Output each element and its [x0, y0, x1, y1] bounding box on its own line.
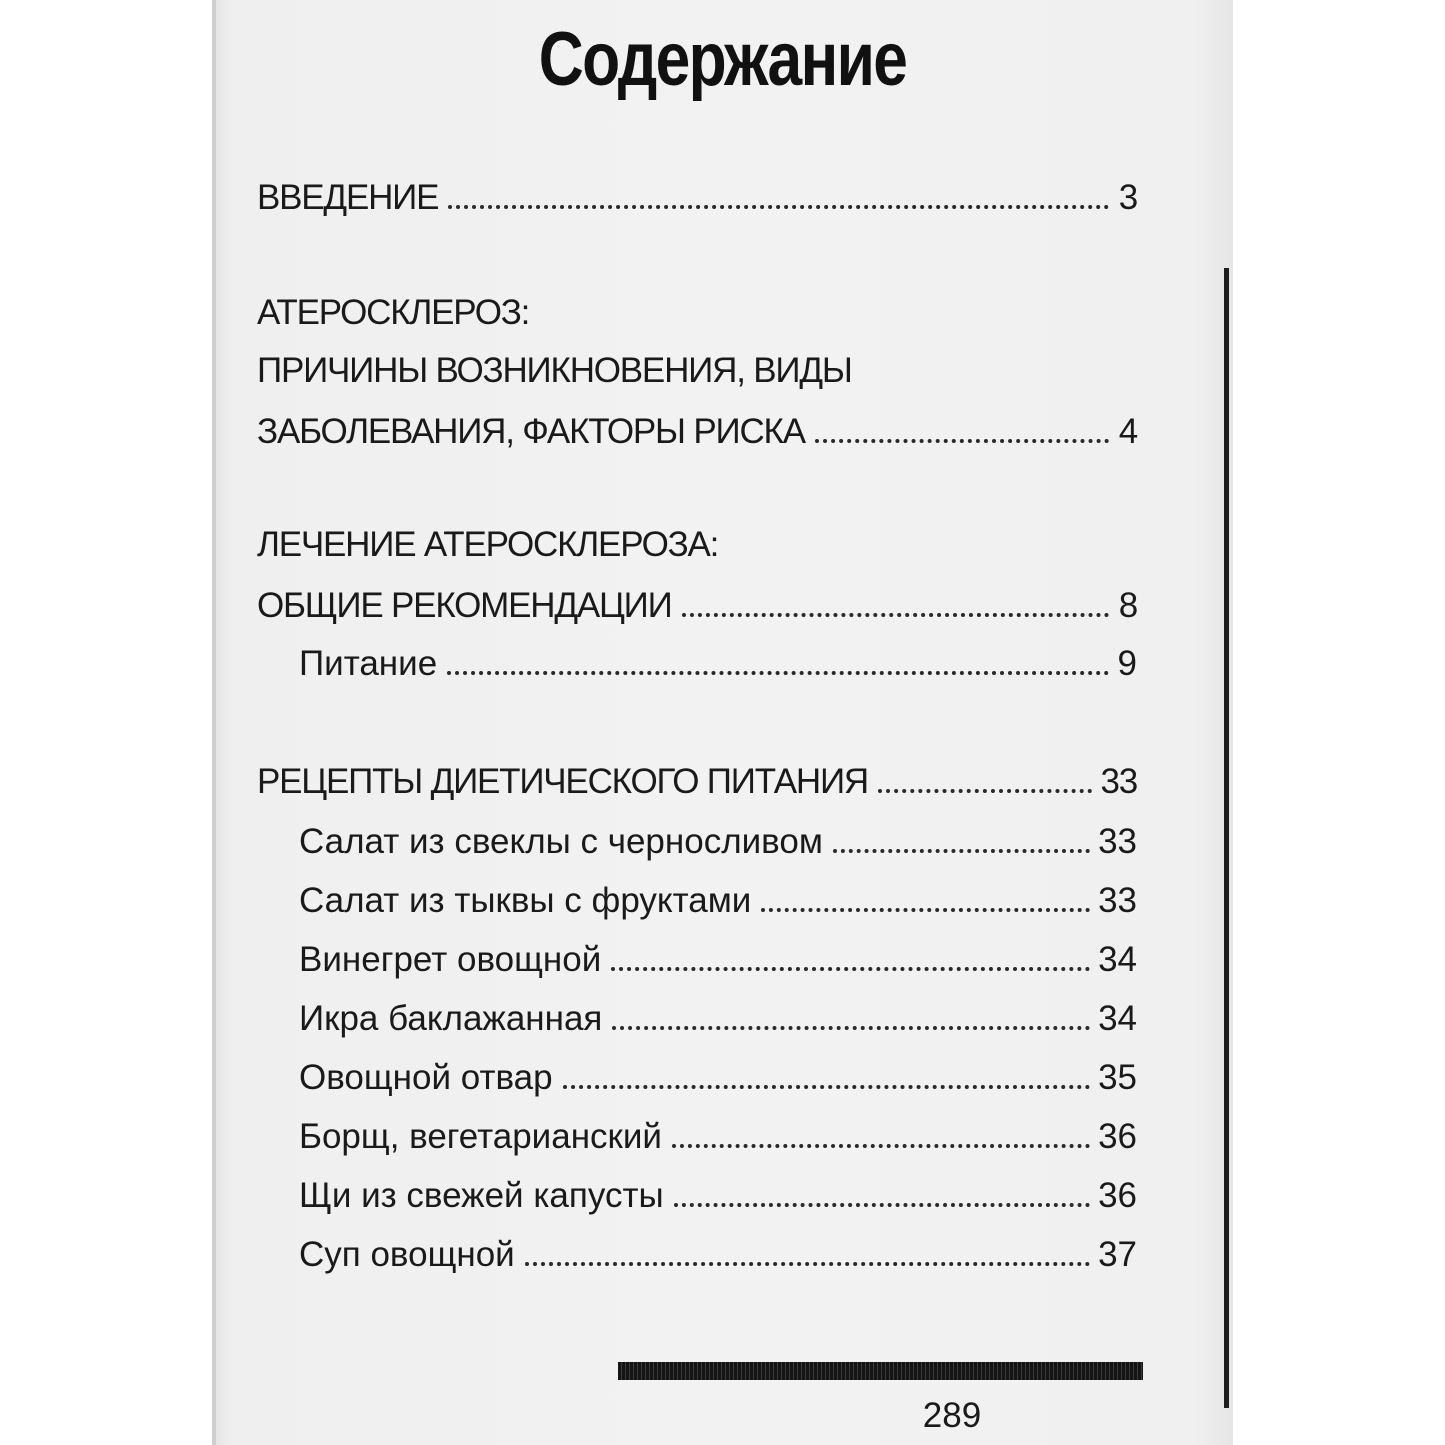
toc-leader-dots	[878, 789, 1092, 793]
toc-entry-recipe[interactable]	[299, 934, 1137, 980]
toc-entry-page: 9	[1117, 644, 1137, 683]
toc-entry-page: 3	[1118, 178, 1137, 217]
toc-entry-recipe[interactable]	[299, 1170, 1137, 1216]
toc-entry-heading-line: ЛЕЧЕНИЕ АТЕРОСКЛЕРОЗА:	[257, 525, 719, 564]
toc-leader-dots	[682, 613, 1109, 617]
toc-leader-dots	[672, 1144, 1090, 1148]
toc-entry-label: РЕЦЕПТЫ ДИЕТИЧЕСКОГО ПИТАНИЯ	[257, 762, 868, 801]
toc-entry-introduction[interactable]	[257, 172, 1137, 218]
toc-entry-page: 4	[1118, 412, 1137, 451]
toc-leader-dots	[563, 1085, 1090, 1089]
toc-entry-page: 36	[1098, 1176, 1137, 1215]
toc-entry-atherosclerosis[interactable]	[257, 406, 1137, 452]
toc-entry-page: 34	[1098, 999, 1137, 1038]
toc-entry-page: 33	[1098, 881, 1137, 920]
toc-entry-label: Питание	[299, 644, 438, 683]
page-number: 289	[922, 1396, 982, 1435]
toc-entry-page: 36	[1098, 1117, 1137, 1156]
book-page	[212, 0, 1233, 1445]
toc-entry-page: 8	[1118, 586, 1137, 625]
toc-entry-page: 33	[1100, 762, 1137, 801]
toc-leader-dots	[612, 1026, 1090, 1030]
toc-entry-label: Овощной отвар	[299, 1058, 553, 1097]
page-binding-edge	[212, 0, 216, 1445]
toc-entry-label: Салат из свеклы с черносливом	[299, 822, 823, 861]
toc-leader-dots	[525, 1262, 1090, 1266]
toc-entry-heading-line: ПРИЧИНЫ ВОЗНИКНОВЕНИЯ, ВИДЫ	[257, 351, 852, 390]
toc-entry-label: Винегрет овощной	[299, 940, 602, 979]
toc-entry-recipe[interactable]	[299, 993, 1137, 1039]
page-title: Содержание	[538, 17, 907, 102]
toc-leader-dots	[447, 671, 1109, 675]
toc-entry-recipe[interactable]	[299, 875, 1137, 921]
toc-leader-dots	[815, 439, 1109, 443]
toc-entry-page: 35	[1098, 1058, 1137, 1097]
toc-entry-label: Щи из свежей капусты	[299, 1176, 664, 1215]
toc-entry-general-recommendations[interactable]	[257, 580, 1137, 626]
toc-entry-label: Борщ, вегетарианский	[299, 1117, 662, 1156]
toc-leader-dots	[611, 967, 1090, 971]
toc-entry-page: 37	[1098, 1235, 1137, 1274]
vertical-rule	[1224, 268, 1229, 1408]
toc-entry-label: Суп овощной	[299, 1235, 515, 1274]
toc-entry-page: 34	[1098, 940, 1137, 979]
toc-entry-nutrition[interactable]	[299, 638, 1137, 684]
toc-entry-label: ЗАБОЛЕВАНИЯ, ФАКТОРЫ РИСКА	[257, 412, 805, 451]
toc-entry-label: ВВЕДЕНИЕ	[257, 178, 439, 217]
toc-leader-dots	[761, 908, 1090, 912]
toc-entry-recipe[interactable]	[299, 816, 1137, 862]
toc-entry-label: ОБЩИЕ РЕКОМЕНДАЦИИ	[257, 586, 672, 625]
toc-entry-diet-recipes[interactable]	[257, 756, 1137, 802]
toc-entry-recipe[interactable]	[299, 1111, 1137, 1157]
toc-entry-recipe[interactable]	[299, 1229, 1137, 1275]
toc-entry-page: 33	[1098, 822, 1137, 861]
footer-rule	[618, 1362, 1143, 1380]
toc-entry-label: Салат из тыквы с фруктами	[299, 881, 752, 920]
toc-leader-dots	[448, 205, 1109, 209]
toc-leader-dots	[674, 1203, 1090, 1207]
toc-leader-dots	[833, 849, 1090, 853]
toc-entry-recipe[interactable]	[299, 1052, 1137, 1098]
toc-entry-label: Икра баклажанная	[299, 999, 603, 1038]
toc-entry-heading-line: АТЕРОСКЛЕРОЗ:	[257, 293, 530, 332]
